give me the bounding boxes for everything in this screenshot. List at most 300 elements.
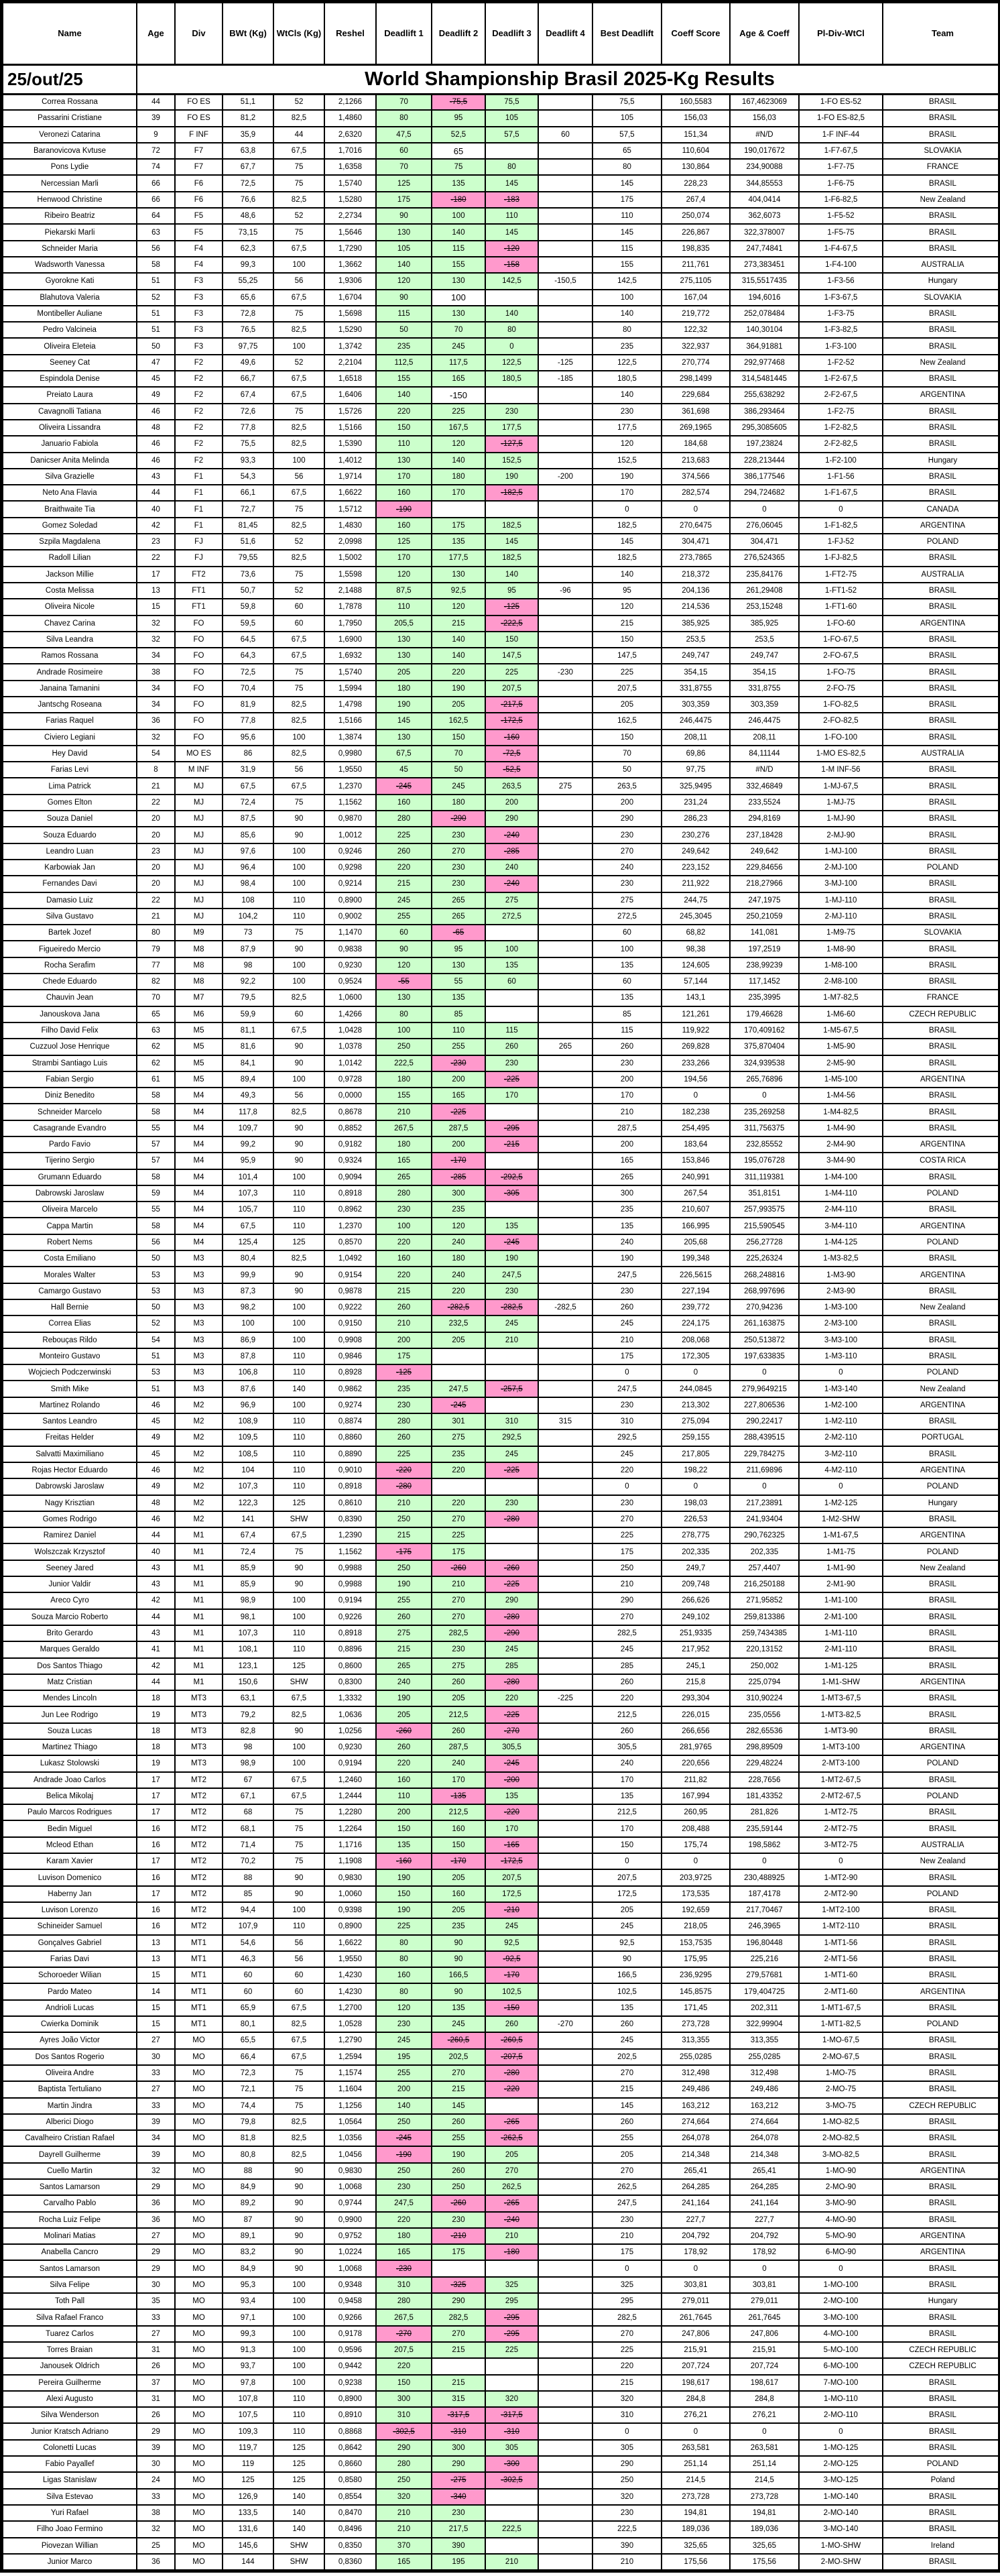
cell-deadlift-4: 265 (538, 1039, 592, 1055)
cell-team: BRASIL (883, 2505, 1000, 2521)
cell-deadlift-2: 220 (432, 1462, 485, 1478)
cell-bwt: 72,1 (223, 2081, 273, 2097)
cell-name: Neto Ana Flavia (3, 485, 137, 501)
cell-deadlift-4 (538, 1869, 592, 1885)
cell-team: BRASIL (883, 322, 1000, 338)
cell-deadlift-2: 205 (432, 1332, 485, 1348)
table-row (3, 1592, 1000, 1608)
cell-best-deadlift: 247,5 (592, 2195, 662, 2211)
cell-best-deadlift: 90 (592, 1951, 662, 1967)
cell-wtcls: 90 (273, 2195, 324, 2211)
cell-best-deadlift: 200 (592, 1136, 662, 1153)
cell-name: Oliveira Marcelo (3, 1202, 137, 1218)
cell-div: M8 (175, 974, 223, 990)
cell-deadlift-4 (538, 616, 592, 632)
cell-deadlift-3 (485, 143, 538, 159)
cell-reshel: 0,8918 (324, 1185, 376, 1202)
table-row (3, 453, 1000, 469)
cell-coeff-score: 202,335 (662, 1543, 730, 1560)
cell-coeff-score: 0 (662, 2260, 730, 2276)
cell-age: 18 (137, 1723, 175, 1739)
cell-wtcls: 67,5 (273, 1527, 324, 1543)
cell-name: Casagrande Evandro (3, 1120, 137, 1136)
cell-age-coeff: 208,11 (730, 729, 799, 746)
cell-bwt: 49,3 (223, 1088, 273, 1104)
cell-deadlift-2: 130 (432, 957, 485, 974)
cell-div: M3 (175, 1315, 223, 1332)
cell-bwt: 77,8 (223, 713, 273, 729)
cell-best-deadlift: 230 (592, 2505, 662, 2521)
cell-deadlift-4 (538, 1364, 592, 1381)
cell-age: 41 (137, 1641, 175, 1657)
cell-deadlift-3: 210 (485, 2554, 538, 2570)
cell-coeff-score: 226,53 (662, 1511, 730, 1527)
cell-coeff-score: 273,7865 (662, 550, 730, 566)
cell-reshel: 0,9980 (324, 746, 376, 762)
cell-deadlift-3: 210 (485, 1332, 538, 1348)
cell-wtcls: 67,5 (273, 387, 324, 403)
cell-deadlift-3: -172,5 (485, 713, 538, 729)
cell-deadlift-4 (538, 2228, 592, 2244)
table-row (3, 1935, 1000, 1951)
cell-age-coeff: 235,84176 (730, 567, 799, 583)
cell-wtcls: 52 (273, 208, 324, 224)
cell-deadlift-3: -300 (485, 2456, 538, 2472)
cell-deadlift-1: 130 (376, 729, 432, 746)
cell-pl-div-wtcl: 1-F2-75 (799, 404, 883, 420)
cell-pl-div-wtcl: 7-MO-100 (799, 2375, 883, 2391)
cell-deadlift-2: -170 (432, 1853, 485, 1869)
cell-div: M4 (175, 1104, 223, 1120)
cell-age: 52 (137, 290, 175, 306)
cell-wtcls: 110 (273, 1478, 324, 1495)
cell-deadlift-3: 105 (485, 110, 538, 126)
cell-pl-div-wtcl: 1-M2-100 (799, 1397, 883, 1413)
cell-deadlift-1: 190 (376, 1690, 432, 1706)
cell-div: MT1 (175, 2000, 223, 2016)
cell-deadlift-4 (538, 1185, 592, 1202)
table-row (3, 1983, 1000, 1999)
cell-deadlift-2: 200 (432, 1071, 485, 1088)
cell-team: BRASIL (883, 208, 1000, 224)
cell-deadlift-2: 215 (432, 616, 485, 632)
cell-deadlift-2: 180 (432, 469, 485, 485)
cell-reshel: 1,0256 (324, 1723, 376, 1739)
table-row (3, 306, 1000, 322)
cell-age: 46 (137, 453, 175, 469)
table-row (3, 1804, 1000, 1820)
cell-bwt: 80,8 (223, 2146, 273, 2162)
cell-coeff-score: 240,991 (662, 1169, 730, 1185)
cell-deadlift-3 (485, 2358, 538, 2374)
cell-best-deadlift: 50 (592, 762, 662, 778)
cell-name: Danicser Anita Melinda (3, 453, 137, 469)
column-header-pl-div-wtcl: Pl-Div-WtCl (799, 3, 883, 64)
cell-deadlift-1: 220 (376, 2212, 432, 2228)
cell-best-deadlift: 110 (592, 208, 662, 224)
cell-coeff-score: 250,074 (662, 208, 730, 224)
cell-div: FO ES (175, 94, 223, 110)
cell-deadlift-4 (538, 925, 592, 941)
cell-div: F2 (175, 387, 223, 403)
cell-deadlift-2: 180 (432, 795, 485, 811)
table-row (3, 1837, 1000, 1853)
cell-age-coeff: 229,784275 (730, 1446, 799, 1462)
cell-name: Gonçalves Gabriel (3, 1935, 137, 1951)
cell-deadlift-2: 245 (432, 778, 485, 794)
cell-deadlift-3 (485, 1104, 538, 1120)
cell-team: BRASIL (883, 729, 1000, 746)
cell-div: MO (175, 2375, 223, 2391)
cell-age-coeff: 303,359 (730, 697, 799, 713)
cell-age: 16 (137, 1837, 175, 1853)
cell-bwt: 98,9 (223, 1592, 273, 1608)
cell-name: Gomes Rodrigo (3, 1511, 137, 1527)
cell-coeff-score: 249,747 (662, 648, 730, 664)
cell-pl-div-wtcl: 1-M8-100 (799, 957, 883, 974)
page-title: World Shampionship Brasil 2025-Kg Results (137, 64, 1000, 94)
cell-deadlift-3 (485, 1397, 538, 1413)
cell-reshel: 1,2460 (324, 1772, 376, 1788)
cell-age-coeff: 232,85552 (730, 1136, 799, 1153)
cell-bwt: 66,4 (223, 2049, 273, 2065)
table-row (3, 1967, 1000, 1983)
cell-bwt: 141 (223, 1511, 273, 1527)
cell-age: 56 (137, 241, 175, 257)
cell-age-coeff: 249,747 (730, 648, 799, 664)
cell-name: Alexi Augusto (3, 2391, 137, 2407)
cell-team: BRASIL (883, 697, 1000, 713)
cell-bwt: 85 (223, 1886, 273, 1902)
cell-age-coeff: 216,250188 (730, 1576, 799, 1592)
cell-bwt: 80,1 (223, 2016, 273, 2032)
table-row (3, 1462, 1000, 1478)
cell-reshel: 1,0456 (324, 2146, 376, 2162)
cell-deadlift-2: -317,5 (432, 2407, 485, 2423)
cell-deadlift-1: 250 (376, 1039, 432, 1055)
cell-deadlift-3: 80 (485, 159, 538, 175)
table-row (3, 1527, 1000, 1543)
cell-reshel: 0,8900 (324, 2391, 376, 2407)
cell-age: 27 (137, 2326, 175, 2342)
cell-best-deadlift: 200 (592, 1071, 662, 1088)
cell-team: SLOVAKIA (883, 925, 1000, 941)
cell-age: 21 (137, 909, 175, 925)
cell-best-deadlift: 170 (592, 485, 662, 501)
table-row (3, 1315, 1000, 1332)
column-header-deadlift-2: Deadlift 2 (432, 3, 485, 64)
cell-best-deadlift: 270 (592, 843, 662, 860)
cell-age-coeff: 197,2519 (730, 941, 799, 957)
cell-deadlift-1: 120 (376, 567, 432, 583)
cell-coeff-score: 198,835 (662, 241, 730, 257)
cell-deadlift-4: 315 (538, 1413, 592, 1429)
cell-age-coeff: 315,5517435 (730, 273, 799, 289)
cell-team: BRASIL (883, 338, 1000, 354)
cell-bwt: 88 (223, 1869, 273, 1885)
cell-team: AUSTRALIA (883, 1837, 1000, 1853)
cell-pl-div-wtcl: 2-MO-90 (799, 2179, 883, 2195)
cell-div: MT2 (175, 1837, 223, 1853)
cell-deadlift-1: 105 (376, 241, 432, 257)
cell-deadlift-1: 160 (376, 1967, 432, 1983)
cell-deadlift-1: -220 (376, 1462, 432, 1478)
cell-wtcls: 82,5 (273, 436, 324, 452)
cell-team: POLAND (883, 2016, 1000, 2032)
cell-bwt: 62,3 (223, 241, 273, 257)
cell-deadlift-4 (538, 1202, 592, 1218)
cell-deadlift-3: -317,5 (485, 2407, 538, 2423)
cell-wtcls: 90 (273, 1153, 324, 1169)
cell-wtcls: 125 (273, 2456, 324, 2472)
cell-reshel: 1,1562 (324, 1543, 376, 1560)
cell-wtcls: 75 (273, 795, 324, 811)
cell-coeff-score: 226,015 (662, 1706, 730, 1722)
table-row (3, 1609, 1000, 1625)
cell-age-coeff: 229,84656 (730, 860, 799, 876)
cell-wtcls: 75 (273, 306, 324, 322)
cell-bwt: 73,15 (223, 224, 273, 240)
cell-bwt: 79,55 (223, 550, 273, 566)
cell-team: BRASIL (883, 1690, 1000, 1706)
cell-div: FO (175, 713, 223, 729)
cell-name: Tijerino Sergio (3, 1153, 137, 1169)
table-row (3, 1088, 1000, 1104)
cell-age-coeff: 264,078 (730, 2130, 799, 2146)
cell-age-coeff: 257,993575 (730, 1202, 799, 1218)
cell-team: SLOVAKIA (883, 290, 1000, 306)
cell-coeff-score: 361,698 (662, 404, 730, 420)
cell-age: 51 (137, 306, 175, 322)
cell-wtcls: 75 (273, 1543, 324, 1560)
cell-deadlift-2: 165 (432, 1088, 485, 1104)
cell-age: 57 (137, 1136, 175, 1153)
cell-age-coeff: 202,335 (730, 1543, 799, 1560)
cell-deadlift-4 (538, 404, 592, 420)
cell-deadlift-2: 270 (432, 843, 485, 860)
cell-deadlift-3: -222,5 (485, 616, 538, 632)
cell-name: Jantschg Roseana (3, 697, 137, 713)
cell-deadlift-4 (538, 2179, 592, 2195)
cell-div: FT1 (175, 583, 223, 599)
cell-team: BRASIL (883, 1413, 1000, 1429)
cell-coeff-score: 98,38 (662, 941, 730, 957)
cell-div: M5 (175, 1022, 223, 1039)
cell-pl-div-wtcl: 2-MJ-100 (799, 860, 883, 876)
cell-pl-div-wtcl: 1-M INF-56 (799, 762, 883, 778)
cell-coeff-score: 229,684 (662, 387, 730, 403)
cell-team: BRASIL (883, 2179, 1000, 2195)
cell-div: M1 (175, 1609, 223, 1625)
cell-deadlift-3: -295 (485, 2309, 538, 2325)
cell-best-deadlift: 122,5 (592, 355, 662, 371)
cell-age: 20 (137, 811, 175, 827)
cell-div: MT2 (175, 1788, 223, 1804)
cell-best-deadlift: 140 (592, 387, 662, 403)
cell-pl-div-wtcl: 1-FO-100 (799, 729, 883, 746)
cell-deadlift-1: 215 (376, 1283, 432, 1299)
cell-div: F6 (175, 175, 223, 191)
cell-deadlift-4 (538, 1332, 592, 1348)
cell-deadlift-1: 80 (376, 1951, 432, 1967)
cell-bwt: 99,2 (223, 1136, 273, 1153)
cell-div: M3 (175, 1332, 223, 1348)
cell-deadlift-2: 255 (432, 1039, 485, 1055)
table-row (3, 1755, 1000, 1771)
cell-deadlift-1: -280 (376, 1478, 432, 1495)
cell-age: 51 (137, 322, 175, 338)
cell-deadlift-3 (485, 1153, 538, 1169)
cell-team: FRANCE (883, 159, 1000, 175)
cell-team: POLAND (883, 1364, 1000, 1381)
cell-name: Brito Gerardo (3, 1625, 137, 1641)
cell-reshel: 1,5698 (324, 306, 376, 322)
cell-deadlift-3: -282,5 (485, 1299, 538, 1315)
cell-bwt: 71,4 (223, 1837, 273, 1853)
cell-div: MO (175, 2538, 223, 2554)
cell-coeff-score: 325,65 (662, 2538, 730, 2554)
cell-bwt: 81,8 (223, 2130, 273, 2146)
cell-deadlift-4 (538, 2130, 592, 2146)
cell-best-deadlift: 230 (592, 1283, 662, 1299)
cell-best-deadlift: 260 (592, 1299, 662, 1315)
cell-deadlift-1: 260 (376, 1429, 432, 1446)
cell-div: MJ (175, 892, 223, 909)
cell-div: F4 (175, 257, 223, 273)
cell-deadlift-1: 120 (376, 957, 432, 974)
cell-deadlift-2: -290 (432, 811, 485, 827)
cell-age: 46 (137, 1462, 175, 1478)
cell-deadlift-1: 245 (376, 2032, 432, 2048)
table-row (3, 2456, 1000, 2472)
cell-team: Hungary (883, 453, 1000, 469)
cell-deadlift-4 (538, 1120, 592, 1136)
cell-team: BRASIL (883, 2407, 1000, 2423)
cell-deadlift-3: 135 (485, 957, 538, 974)
cell-name: Robert Nems (3, 1234, 137, 1250)
cell-name: Santos Leandro (3, 1413, 137, 1429)
cell-age-coeff: 404,0414 (730, 192, 799, 208)
cell-reshel: 0,9900 (324, 2212, 376, 2228)
cell-team: ARGENTINA (883, 1136, 1000, 1153)
cell-coeff-score: 286,23 (662, 811, 730, 827)
cell-coeff-score: 304,471 (662, 534, 730, 550)
cell-deadlift-2: 275 (432, 1658, 485, 1674)
cell-best-deadlift: 210 (592, 2228, 662, 2244)
cell-team: BRASIL (883, 1658, 1000, 1674)
cell-coeff-score: 239,772 (662, 1299, 730, 1315)
cell-coeff-score: 0 (662, 1478, 730, 1495)
cell-wtcls: 100 (273, 1755, 324, 1771)
cell-coeff-score: 198,22 (662, 1462, 730, 1478)
table-row (3, 371, 1000, 387)
table-row (3, 941, 1000, 957)
cell-reshel: 0,9274 (324, 1397, 376, 1413)
cell-reshel: 0,9226 (324, 1609, 376, 1625)
cell-deadlift-3: 147,5 (485, 648, 538, 664)
cell-deadlift-2: -275 (432, 2472, 485, 2488)
cell-age: 61 (137, 1071, 175, 1088)
cell-deadlift-4 (538, 1739, 592, 1755)
cell-reshel: 0,9846 (324, 1348, 376, 1364)
cell-deadlift-1: 267,5 (376, 1120, 432, 1136)
cell-bwt: 87,5 (223, 811, 273, 827)
cell-reshel: 1,6932 (324, 648, 376, 664)
cell-div: M3 (175, 1364, 223, 1381)
cell-age: 15 (137, 2016, 175, 2032)
cell-team: ARGENTINA (883, 387, 1000, 403)
cell-wtcls: 56 (273, 1088, 324, 1104)
cell-reshel: 1,1470 (324, 925, 376, 941)
cell-age: 17 (137, 1886, 175, 1902)
cell-pl-div-wtcl: 1-MT1-67,5 (799, 2000, 883, 2016)
cell-pl-div-wtcl: 1-M3-110 (799, 1348, 883, 1364)
cell-deadlift-1: 165 (376, 2244, 432, 2260)
cell-wtcls: 67,5 (273, 632, 324, 648)
cell-age-coeff: 279,57681 (730, 1967, 799, 1983)
cell-deadlift-4 (538, 1006, 592, 1022)
cell-deadlift-3: -240 (485, 2212, 538, 2228)
cell-bwt: 51,1 (223, 94, 273, 110)
cell-deadlift-3: -125 (485, 599, 538, 615)
cell-coeff-score: 220,656 (662, 1755, 730, 1771)
cell-coeff-score: 213,302 (662, 1397, 730, 1413)
cell-age: 8 (137, 762, 175, 778)
cell-wtcls: 82,5 (273, 2130, 324, 2146)
cell-coeff-score: 269,828 (662, 1039, 730, 1055)
cell-team: CZECH REPUBLIC (883, 2358, 1000, 2374)
cell-coeff-score: 210,607 (662, 1202, 730, 1218)
cell-bwt: 49,6 (223, 355, 273, 371)
cell-reshel: 0,9238 (324, 2375, 376, 2391)
cell-wtcls: 100 (273, 1592, 324, 1608)
cell-coeff-score: 211,761 (662, 257, 730, 273)
cell-deadlift-4 (538, 2505, 592, 2521)
cell-deadlift-3: 170 (485, 1820, 538, 1836)
cell-age-coeff: 284,8 (730, 2391, 799, 2407)
cell-name: Schneider Marcelo (3, 1104, 137, 1120)
cell-age-coeff: 178,92 (730, 2244, 799, 2260)
cell-pl-div-wtcl: 1-M1-100 (799, 1592, 883, 1608)
cell-name: Rebouças Rildo (3, 1332, 137, 1348)
cell-age: 27 (137, 2032, 175, 2048)
cell-bwt: 91,3 (223, 2342, 273, 2358)
cell-coeff-score: 228,23 (662, 175, 730, 191)
cell-coeff-score: 266,656 (662, 1723, 730, 1739)
cell-name: Smith Mike (3, 1381, 137, 1397)
cell-deadlift-1: -245 (376, 2130, 432, 2146)
cell-coeff-score: 279,011 (662, 2293, 730, 2309)
table-row (3, 224, 1000, 240)
cell-reshel: 0,8962 (324, 1202, 376, 1218)
cell-deadlift-1: 220 (376, 404, 432, 420)
cell-wtcls: 90 (273, 2163, 324, 2179)
cell-wtcls: 67,5 (273, 290, 324, 306)
cell-deadlift-1: 140 (376, 257, 432, 273)
cell-bwt: 54,6 (223, 1935, 273, 1951)
cell-deadlift-3: -220 (485, 2081, 538, 2097)
cell-wtcls: 52 (273, 355, 324, 371)
table-row (3, 1478, 1000, 1495)
cell-pl-div-wtcl: 1-M2-SHW (799, 1511, 883, 1527)
cell-age-coeff: 303,81 (730, 2277, 799, 2293)
cell-deadlift-4 (538, 2538, 592, 2554)
cell-name: Torres Braian (3, 2342, 137, 2358)
cell-deadlift-3 (485, 925, 538, 941)
table-row (3, 713, 1000, 729)
cell-bwt: 50,7 (223, 583, 273, 599)
cell-div: MJ (175, 778, 223, 794)
